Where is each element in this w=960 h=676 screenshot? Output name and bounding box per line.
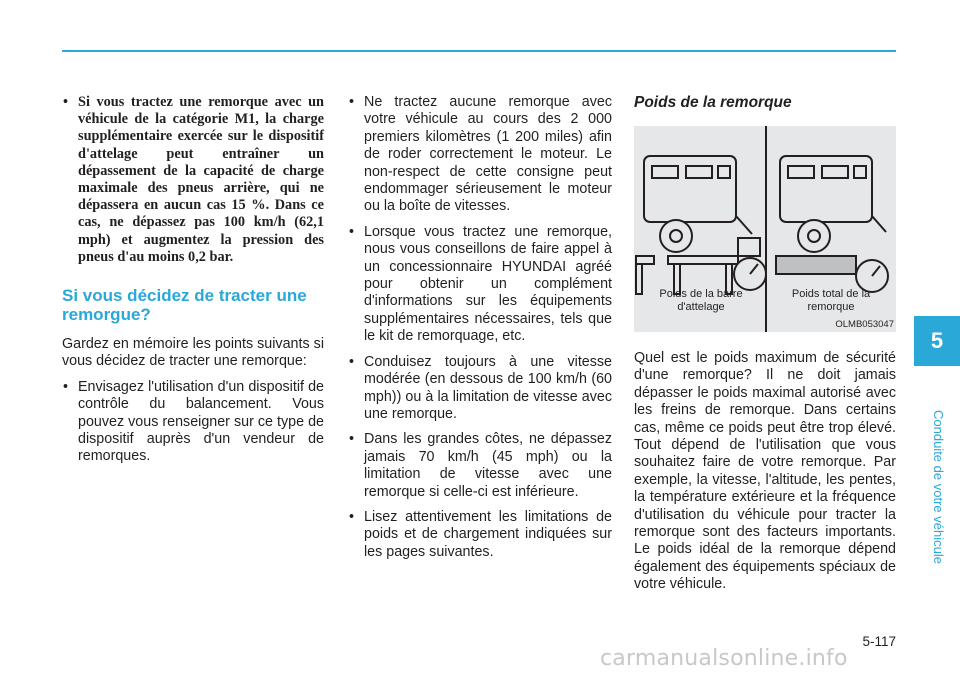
list-item [348, 94, 612, 216]
chapter-title: Conduite de votre véhicule [931, 410, 946, 564]
bullet-icon: • [349, 431, 355, 448]
chapter-tab: 5 [914, 316, 960, 366]
figure-code: OLMB053047 [835, 319, 894, 330]
list-item [348, 509, 612, 561]
bullet-icon: • [349, 353, 355, 370]
column-left [62, 94, 324, 474]
section-heading: Si vous décidez de tracter une remorgue? [62, 286, 307, 325]
figure-divider [765, 126, 767, 332]
list-item-text: Ne tractez aucune remorque avec votre véhicule au cours des 2 000 premiers kilomètres (1 200 miles) afin de roder correctement le moteur. Le non-respect de cette consigne peut endommager sérieusement le moteur ou la boîte de vitesses. [364, 94, 612, 215]
list-item [62, 379, 324, 466]
list-item [348, 354, 612, 424]
bullet-icon: • [349, 223, 355, 240]
bullet-list [62, 379, 324, 466]
list-item-text: Envisagez l'utilisation d'un dispositif de contrôle du balancement. Vous pouvez vous renseigner sur ce type de dispositif auprès d'un vendeur de remorques. [78, 378, 324, 465]
list-item [348, 224, 612, 346]
list-item-text: Lisez attentivement les limitations de poids et de chargement indiquées sur les pages suivantes. [364, 508, 612, 560]
bullet-icon: • [63, 94, 69, 110]
caption-total-weight: Poids total de la remorque [791, 288, 871, 313]
column-middle [348, 94, 612, 569]
bullet-icon: • [349, 94, 355, 110]
bullet-icon: • [63, 378, 69, 395]
bullet-list [348, 94, 612, 561]
intro-paragraph: Gardez en mémoire les points suivants si vous décidez de tracter une remorque: [62, 336, 324, 370]
bold-bullet-text: Si vous tractez une remorque avec un véhicule de la catégorie M1, la charge supplémentaire exercée sur le dispositif d'attelage peut entraîner un dépassement de la capacité de charge maximale des pneus arrière, qui ne dépassera en aucun cas 15 %. Dans ce cas, ne dépassez pas 100 km/h (62,1 mph) et augmentez la pression des pneus d'au moins 0,2 bar. [78, 94, 324, 265]
list-item-text: Conduisez toujours à une vitesse modérée (en dessous de 100 km/h (60 mph)) ou à la limitation de vitesse avec une remorque. [364, 353, 612, 422]
list-item-text: Lorsque vous tractez une remorque, nous vous conseillons de faire appel à un concessionnaire HYUNDAI agréé pour obtenir un complément d'informations sur les équipements supplémentaires nécessaires, tels que le kit de remorquage, etc. [364, 223, 612, 345]
weight-paragraph: Quel est le poids maximum de sécurité d'une remorque? Il ne doit jamais dépasser le poids maximal autorisé avec les freins de remorque. Dans certains cas, même ce poids peut être trop élevé. Tout dépend de l'utilisation que vous souhaitez faire de votre remorque. Par exemple, la vitesse, l'altitude, les pentes, la température extérieure et la fréquence d'utilisation du véhicule pour tracter la remorque sont des facteurs importants. Le poids idéal de la remorque dépend également des équipements spéciaux de votre véhicule. [634, 350, 896, 593]
bullet-icon: • [349, 508, 355, 525]
column-right [634, 94, 896, 602]
bold-bullet-item [62, 94, 324, 266]
page-number: 5-117 [862, 634, 896, 649]
subsection-heading: Poids de la remorque [634, 94, 792, 111]
list-item [348, 431, 612, 501]
trailer-weight-figure [634, 126, 896, 332]
top-rule [62, 50, 896, 52]
bold-bullet-list [62, 94, 324, 266]
caption-hitch-weight: Poids de la barre d'attelage [659, 288, 743, 313]
list-item-text: Dans les grandes côtes, ne dépassez jamais 70 km/h (45 mph) ou la limitation de vitesse avec une remorque si celle-ci est inférieure. [364, 431, 612, 500]
watermark: carmanualsonline.info [600, 646, 848, 671]
